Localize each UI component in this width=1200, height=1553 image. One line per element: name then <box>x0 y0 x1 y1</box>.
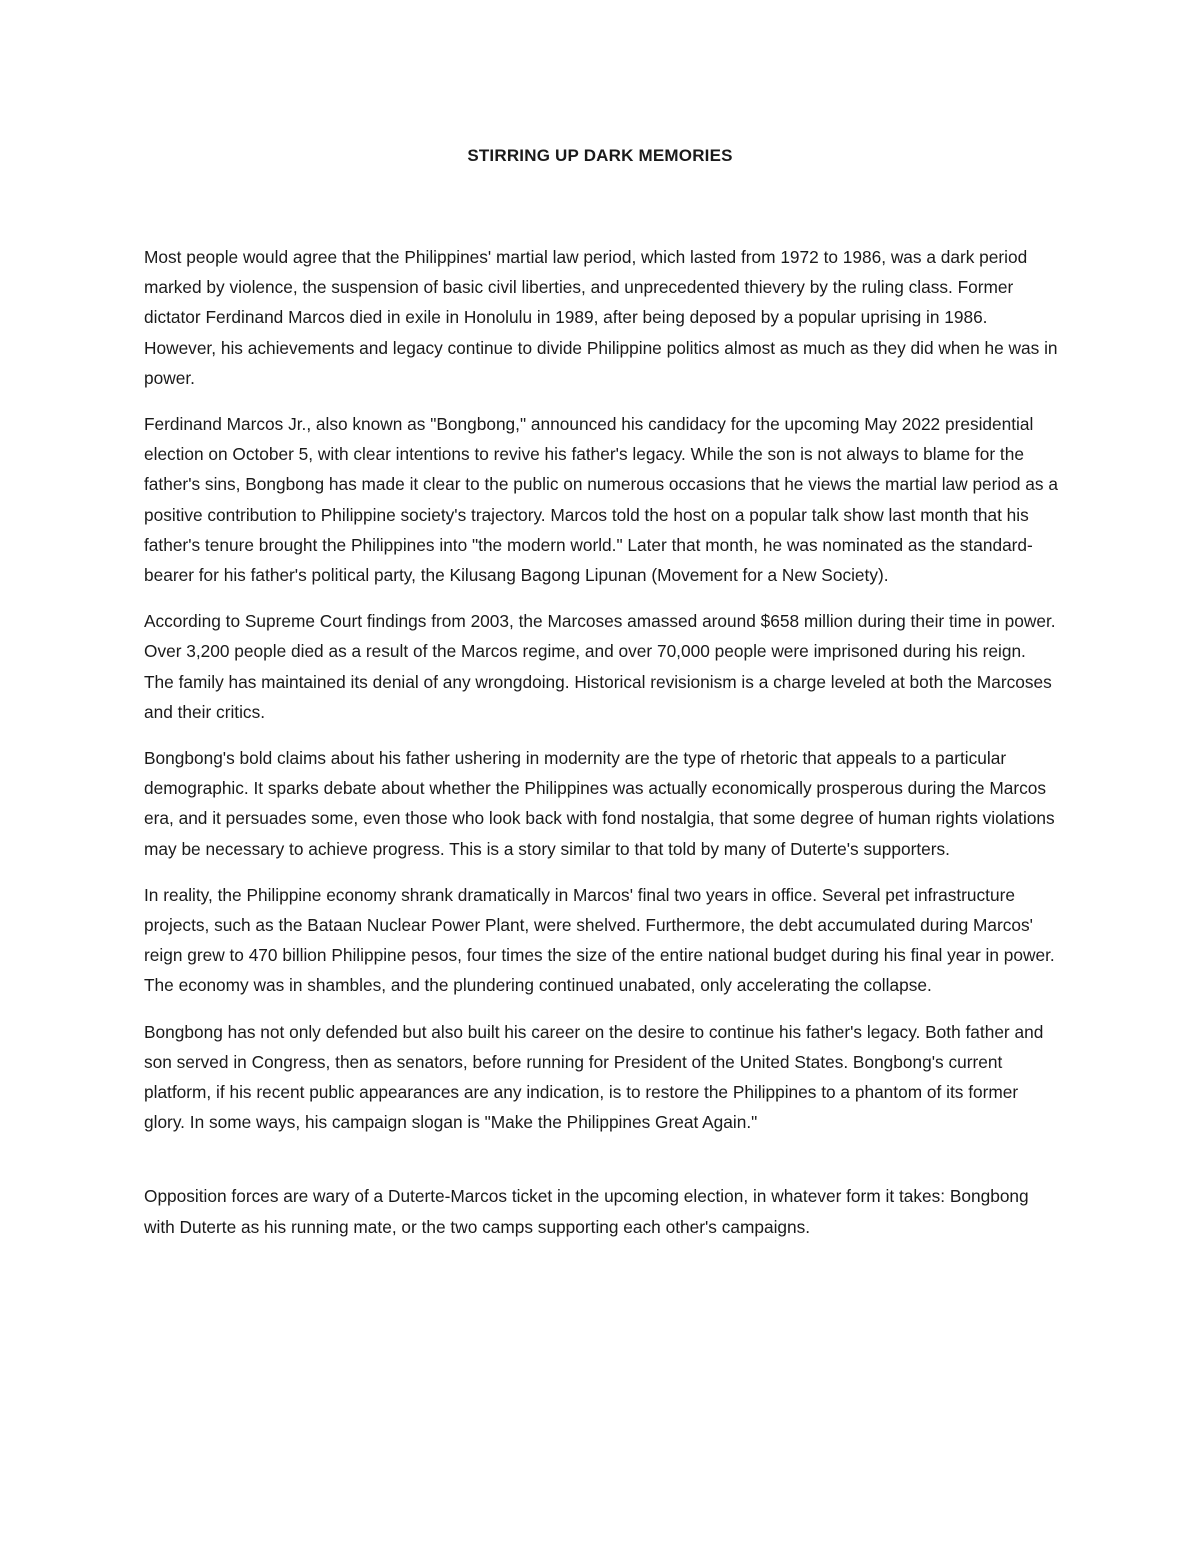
paragraph-1: Most people would agree that the Philippines' martial law period, which lasted from 1972 to 1986, was a dark period marked by violence, the suspension of basic civil liberties, and unprecedented thievery by the ruling class. Former dictator Ferdinand Marcos died in exile in Honolulu in 1989, after being deposed by a popular uprising in 1986. However, his achievements and legacy continue to divide Philippine politics almost as much as they did when he was in power. <box>144 247 1058 388</box>
paragraph-3: According to Supreme Court findings from 2003, the Marcoses amassed around $658 million during their time in power. Over 3,200 people died as a result of the Marcos regime, and over 70,000 people were imprisoned during his reign. The family has maintained its denial of any wrongdoing. Historical revisionism is a charge leveled at both the Marcoses and their critics. <box>144 611 1056 722</box>
paragraph-2: Ferdinand Marcos Jr., also known as "Bongbong," announced his candidacy for the upcoming May 2022 presidential election on October 5, with clear intentions to revive his father's legacy. While the son is not always to blame for the father's sins, Bongbong has made it clear to the public on numerous occasions that he views the martial law period as a positive contribution to Philippine society's trajectory. Marcos told the host on a popular talk show last month that his father's tenure brought the Philippines into "the modern world." Later that month, he was nominated as the standard-bearer for his father's political party, the Kilusang Bagong Lipunan (Movement for a New Society). <box>144 414 1058 586</box>
document-title: STIRRING UP DARK MEMORIES <box>467 146 733 165</box>
paragraph-4: Bongbong's bold claims about his father ushering in modernity are the type of rhetoric that appeals to a particular demographic. It sparks debate about whether the Philippines was actually economically prosperous during the Marcos era, and it persuades some, even those who look back with fond nostalgia, that some degree of human rights violations may be necessary to achieve progress. This is a story similar to that told by many of Duterte's supporters. <box>144 748 1055 859</box>
paragraph-7: Opposition forces are wary of a Duterte-Marcos ticket in the upcoming election, in whatever form it takes: Bongbong with Duterte as his running mate, or the two camps supporting each other's campaigns. <box>144 1186 1029 1237</box>
paragraph-6: Bongbong has not only defended but also built his career on the desire to continue his father's legacy. Both father and son served in Congress, then as senators, before running for President of the United States. Bongbong's current platform, if his recent public appearances are any indication, is to restore the Philippines to a phantom of its former glory. In some ways, his campaign slogan is "Make the Philippines Great Again." <box>144 1021 1044 1133</box>
document-body <box>144 242 1060 1258</box>
paragraph-5: In reality, the Philippine economy shrank dramatically in Marcos' final two years in office. Several pet infrastructure projects, such as the Bataan Nuclear Power Plant, were shelved. Furthermore, the debt accumulated during Marcos' reign grew to 470 billion Philippine pesos, four times the size of the entire national budget during his final year in power. The economy was in shambles, and the plundering continued unabated, only accelerating the collapse. <box>144 884 1055 996</box>
